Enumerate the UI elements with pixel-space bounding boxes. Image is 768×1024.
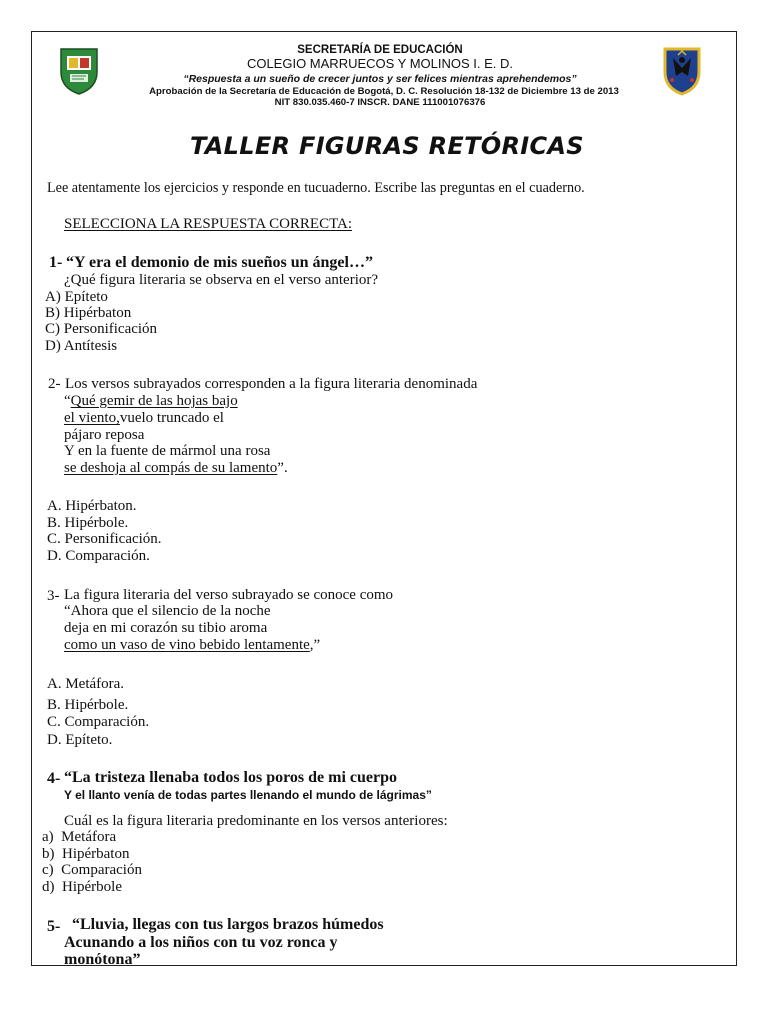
q2-option-d: D. Comparación. [47,548,150,564]
q1-option-b: B) Hipérbaton [45,305,132,321]
q2-verse-line-5: se deshoja al compás de su lamento”. [64,460,288,476]
q4-option-b: b) Hipérbaton [42,846,130,862]
q3-verse-line-2: deja en mi corazón su tibio aroma [64,620,268,636]
q4-verse-1: “La tristeza llenaba todos los poros de mi cuerpo [64,769,398,786]
q2-option-a: A. Hipérbaton. [47,498,137,514]
q2-option-c: C. Personificación. [47,531,162,547]
header-aprobacion: Aprobación de la Secretaría de Educación de Bogotá, D. C. Resolución 18-132 de Diciembre 13 de 2013 [149,86,619,97]
q4-option-a: a) Metáfora [42,829,117,845]
q3-verse-line-1: “Ahora que el silencio de la noche [64,603,271,619]
q2-question: Los versos subrayados corresponden a la figura literaria denominada [65,376,478,392]
q2-verse-line-2: el viento,vuelo truncado el [64,410,224,426]
q3-option-c: C. Comparación. [47,714,150,730]
bogota-coat-of-arms [662,46,702,96]
q5-verse-3: monótona” [64,951,141,968]
q2-verse-line-1: “Qué gemir de las hojas bajo [64,393,238,409]
q4-verse-2: Y el llanto venía de todas partes llenando el mundo de lágrimas” [64,788,432,802]
q4-number: 4- [47,770,61,787]
q1-number: 1- [49,254,63,271]
q2-verse-line-3: pájaro reposa [64,427,145,443]
q3-verse-line-3: como un vaso de vino bebido lentamente,” [64,637,321,653]
q5-verse-1: “Lluvia, llegas con tus largos brazos húmedos [72,916,384,933]
q4-question: Cuál es la figura literaria predominante en los versos anteriores: [64,813,448,829]
header-lema: “Respuesta a un sueño de crecer juntos y ser felices mientras aprehendemos” [183,73,577,85]
q2-option-b: B. Hipérbole. [47,515,129,531]
q3-option-a: A. Metáfora. [47,676,125,692]
q5-verse-2: Acunando a los niños con tu voz ronca y [64,934,338,951]
q3-option-d: D. Epíteto. [47,732,113,748]
q3-option-b: B. Hipérbole. [47,697,129,713]
q1-option-c: C) Personificación [45,321,158,337]
q1-question: ¿Qué figura literaria se observa en el verso anterior? [64,272,379,288]
q1-option-d: D) Antítesis [45,338,118,354]
school-shield-logo [58,46,100,96]
q2-number: 2- [48,376,61,392]
instructions: Lee atentamente los ejercicios y responde en tucuaderno. Escribe las preguntas en el cuaderno. [47,180,585,196]
q2-verse-line-4: Y en la fuente de mármol una rosa [64,443,271,459]
q5-number: 5- [47,918,61,935]
q4-option-d: d) Hipérbole [42,879,122,895]
header-secretaria: SECRETARÍA DE EDUCACIÓN [297,44,463,56]
q3-question: La figura literaria del verso subrayado se conoce como [64,587,394,603]
q1-verse: “Y era el demonio de mis sueños un ángel…” [66,254,373,271]
header-nit: NIT 830.035.460-7 INSCR. DANE 111001076376 [274,97,486,108]
q4-option-c: c) Comparación [42,862,142,878]
q3-number: 3- [47,588,60,604]
q1-option-a: A) Epíteto [45,289,108,305]
page-title: TALLER FIGURAS RETÓRICAS [190,132,584,160]
header-colegio: COLEGIO MARRUECOS Y MOLINOS I. E. D. [246,56,514,71]
section-heading: SELECCIONA LA RESPUESTA CORRECTA: [64,216,353,232]
